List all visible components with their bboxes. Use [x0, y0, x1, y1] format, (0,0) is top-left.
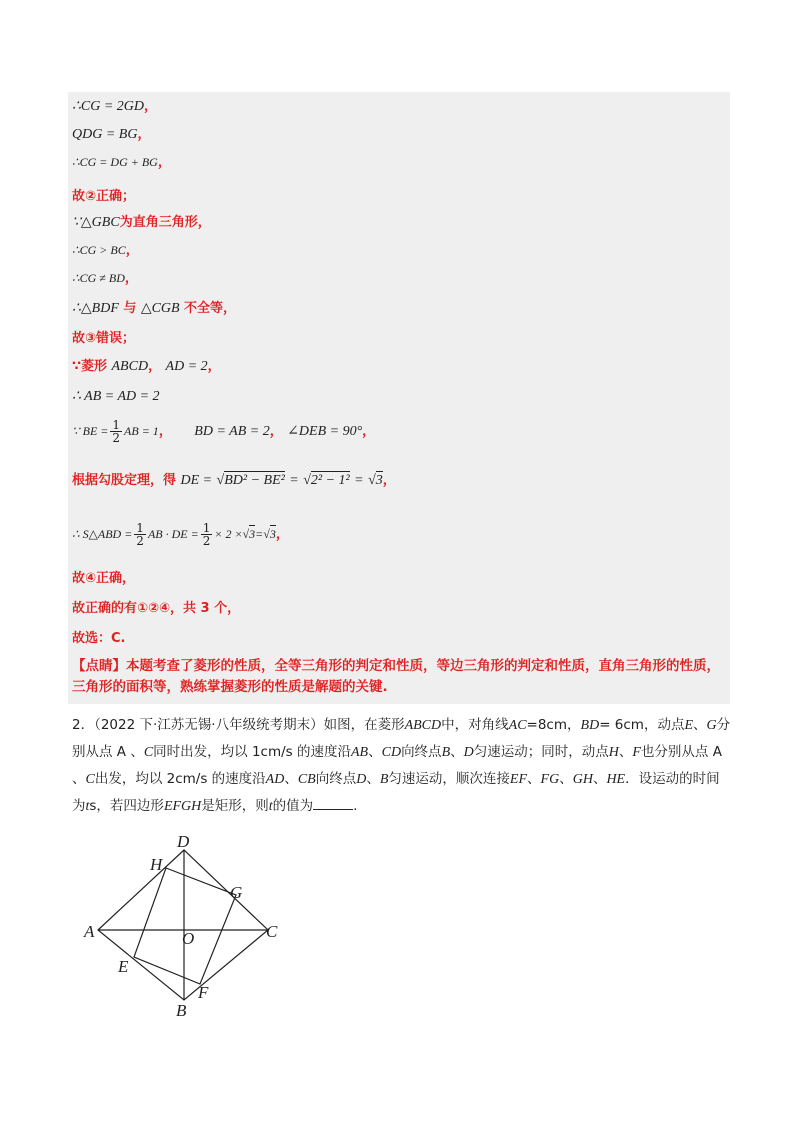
solution-line-14: [72, 520, 289, 549]
q-text: 向终点: [401, 744, 442, 760]
q-text: 、: [284, 771, 298, 787]
sqrt-sign: √3: [242, 527, 256, 541]
solution-line-13: [72, 470, 396, 491]
label-o: O: [182, 929, 195, 948]
q-math: AD: [265, 772, 285, 787]
q-text: 匀速运动；同时，动点: [473, 744, 609, 760]
q-math: C: [85, 772, 95, 787]
pythagoras-text: 根据勾股定理，得: [72, 473, 177, 488]
key-point-label: 【点睛】: [72, 658, 126, 674]
math-dg-bg: QDG = BG: [72, 127, 138, 142]
rhombus-figure: [80, 836, 300, 1026]
math-sqrt3-a: 3: [249, 527, 256, 541]
math-sqrt3-b: 3: [269, 527, 276, 541]
math-eq-2: =: [354, 473, 364, 488]
math-de: DE =: [180, 473, 213, 488]
q-math: BD: [580, 718, 600, 733]
math-cg-2gd: ∴CG = 2GD: [72, 99, 145, 114]
q-math: FG: [540, 772, 560, 787]
q-math: B: [379, 772, 389, 787]
right-triangle-text: 为直角三角形，: [119, 215, 211, 230]
math-triangle-cgb: △CGB: [140, 301, 180, 316]
label-f: F: [198, 983, 209, 1002]
label-c: C: [266, 922, 278, 941]
sqrt-sign: √3: [263, 527, 276, 541]
q-math: G: [706, 718, 717, 733]
question-source: （2022 下·江苏无锡·八年级统考期末）: [94, 717, 324, 733]
sqrt-sign: √2² − 1²: [303, 473, 350, 488]
q-math: GH: [572, 772, 593, 787]
q-text: 出发，均以 2cm/s 的速度沿: [94, 771, 266, 787]
q-text: 、: [693, 717, 707, 733]
math-angle-deb: ∠DEB = 90°: [287, 424, 363, 439]
q-text: =8cm，: [526, 717, 581, 733]
math-cg-sum: ∴CG = DG + BG: [72, 155, 158, 169]
solution-line-3: [72, 152, 171, 173]
math-eq-3: =: [255, 527, 264, 541]
q-text: = 6cm，动点: [599, 717, 685, 733]
q-math: t: [85, 799, 90, 814]
q-math: AC: [508, 718, 527, 733]
solution-line-17: [72, 628, 125, 649]
rhombus-text: ∵菱形: [72, 359, 108, 374]
comma: ，: [137, 127, 151, 142]
q-text: s，若四边形: [89, 798, 164, 814]
not-congruent-text: 不全等，: [184, 301, 237, 316]
solution-line-2: [72, 124, 150, 145]
math-cg-gt-bc: ∴CG > BC: [72, 243, 126, 257]
label-g: G: [230, 883, 243, 902]
answer-blank: [313, 795, 353, 810]
math-bd2-be2: BD² − BE²: [224, 473, 285, 488]
q-math: EF: [509, 772, 528, 787]
solution-line-16: [72, 598, 240, 619]
q-math: B: [441, 745, 451, 760]
math-be: ∵ BE =: [72, 424, 109, 438]
comma: ，: [275, 527, 289, 542]
solution-line-6: [72, 240, 139, 261]
math-abcd: ABCD: [111, 359, 149, 374]
q-text: 是矩形，则: [201, 798, 269, 814]
solution-line-4: [72, 186, 135, 207]
conclusion-2: 故②正确；: [72, 189, 136, 204]
q-text: 、: [366, 771, 380, 787]
q-text: 、: [559, 771, 573, 787]
solution-line-11: [72, 386, 160, 407]
math-3: 3: [375, 473, 383, 488]
q-text: 、: [368, 744, 382, 760]
q-text: 分别从点 A 、: [72, 717, 731, 760]
q-text: .: [353, 798, 358, 814]
q-text: 的值为: [272, 798, 314, 814]
q-text: ．设运动的时间为: [72, 771, 720, 814]
q-text: 、: [527, 771, 541, 787]
key-point-text: 本题考查了菱形的性质，全等三角形的判定和性质，等边三角形的判定和性质，直角三角形的性质，三角形的面积等，熟练掌握菱形的性质是解题的关键.: [72, 658, 720, 695]
solution-line-7: [72, 268, 138, 289]
q-text: 如图，在菱形: [323, 717, 405, 733]
q-math: t: [268, 799, 273, 814]
math-triangle-gbc: ∵△GBC: [72, 215, 120, 230]
math-ab-de: AB · DE =: [147, 527, 199, 541]
math-area: ∴ S△ABD =: [72, 527, 133, 541]
q-math: CD: [381, 745, 402, 760]
comma: ，: [144, 99, 158, 114]
fraction-half-1: $\frac{1}{2}$: [136, 520, 144, 548]
q-math: AB: [351, 745, 369, 760]
math-eq-1: =: [289, 473, 299, 488]
q-text: 同时出发，均以 1cm/s 的速度沿: [153, 744, 351, 760]
math-triangle-bdf: ∴△BDF: [72, 301, 119, 316]
q-math: D: [463, 745, 474, 760]
solution-line-5: [72, 212, 211, 233]
key-point: [72, 656, 732, 698]
comma: ，: [207, 359, 221, 374]
comma: ，: [269, 424, 283, 439]
comma: ，: [362, 424, 376, 439]
math-cg-ne-bd: ∴CG ≠ BD: [72, 271, 125, 285]
label-b: B: [176, 1001, 187, 1020]
q-math: EFGH: [163, 799, 202, 814]
comma: ，: [125, 243, 139, 258]
sqrt-sign: √3: [368, 473, 383, 488]
math-ad-2: AD = 2: [165, 359, 208, 374]
comma: ，: [124, 271, 138, 286]
comma: ，: [382, 473, 396, 488]
conclusion-3: 故③错误；: [72, 331, 136, 346]
q-math: ABCD: [404, 718, 442, 733]
question-number: 2．: [72, 717, 95, 733]
math-ab-1: AB = 1: [124, 424, 159, 438]
q-text: 、: [450, 744, 464, 760]
solution-line-1: [72, 96, 157, 117]
label-a: A: [84, 922, 95, 941]
and-text: 与: [123, 301, 137, 316]
correct-count: 故正确的有①②④，共 3 个，: [72, 601, 241, 616]
fraction-half-2: $\frac{1}{2}$: [202, 520, 211, 548]
q-text: 中，对角线: [441, 717, 509, 733]
q-text: 、: [592, 771, 607, 787]
solution-line-12: [72, 418, 375, 445]
label-e: E: [118, 957, 129, 976]
sqrt-sign: √BD² − BE²: [216, 473, 285, 488]
solution-line-8: [72, 298, 236, 319]
q-text: 、: [618, 744, 633, 760]
solution-line-15: [72, 568, 135, 589]
question-2: [72, 712, 732, 820]
label-h: H: [150, 855, 163, 874]
q-text: 也分别从点 A 、: [72, 744, 722, 787]
q-math: E: [684, 718, 694, 733]
math-4-1: 2² − 1²: [310, 473, 350, 488]
label-d: D: [177, 836, 190, 851]
answer-choice: 故选：C.: [72, 631, 126, 646]
math-ab-ad-2: ∴ AB = AD = 2: [72, 389, 160, 404]
q-text: 匀速运动，顺次连接: [388, 771, 510, 787]
q-math: D: [356, 772, 367, 787]
q-math: C: [143, 745, 154, 760]
comma: ，: [158, 424, 172, 439]
q-math: H: [608, 745, 619, 760]
conclusion-4: 故④正确，: [72, 571, 136, 586]
q-math: CB: [297, 772, 316, 787]
fraction-half: $\frac{1}{2}$: [112, 417, 121, 445]
comma: ，: [157, 155, 171, 170]
q-math: F: [632, 745, 641, 760]
math-times-2: × 2 ×: [214, 527, 243, 541]
q-math: HE: [606, 772, 626, 787]
solution-line-9: [72, 328, 135, 349]
comma: ，: [148, 359, 162, 374]
q-text: 向终点: [315, 771, 357, 787]
math-bd-ab-2: BD = AB = 2: [194, 424, 270, 439]
solution-line-10: [72, 356, 221, 377]
